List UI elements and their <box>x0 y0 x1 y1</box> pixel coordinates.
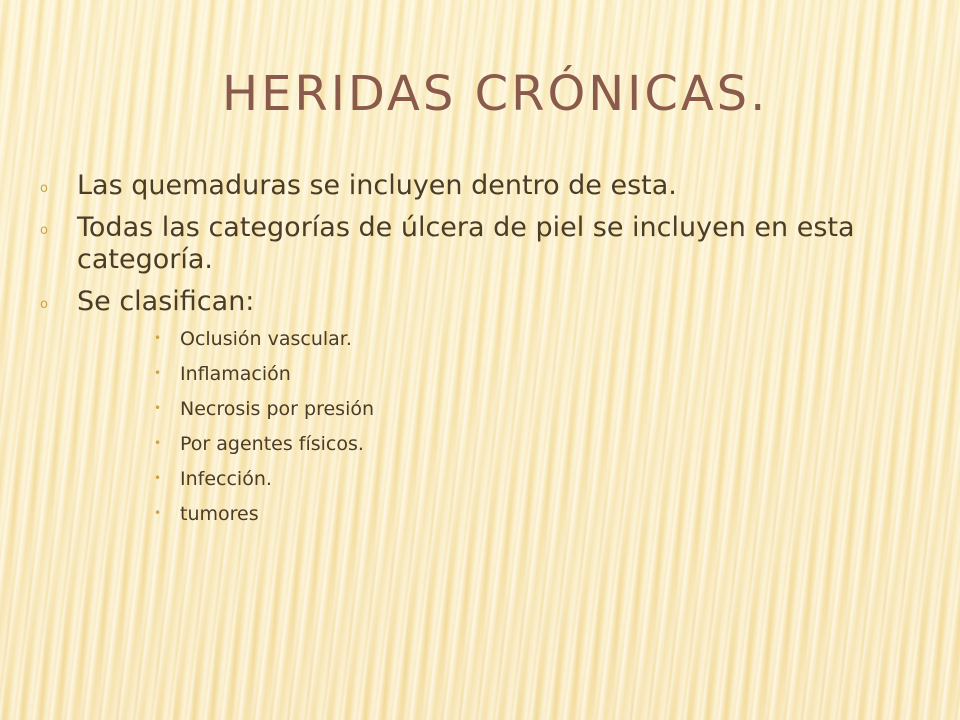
sub-bullet-dot-icon: • <box>154 401 162 415</box>
sub-bullet-dot-icon: • <box>154 331 162 345</box>
bullet-marker-icon: o <box>40 297 48 312</box>
sub-bullet-text: Por agentes físicos. <box>180 433 364 455</box>
bullet-list <box>40 170 920 548</box>
sub-bullet-dot-icon: • <box>154 506 162 520</box>
sub-bullet-item <box>119 328 920 363</box>
sub-bullet-text: Necrosis por presión <box>180 398 375 420</box>
bullet-item <box>40 212 920 276</box>
sub-bullet-dot-icon: • <box>154 436 162 450</box>
bullet-text: Todas las categorías de úlcera de piel se incluyen en esta categoría. <box>77 212 855 275</box>
sub-bullet-item <box>119 503 920 538</box>
sub-bullet-item <box>119 363 920 398</box>
sub-bullet-text: Inflamación <box>180 363 291 385</box>
bullet-text: Las quemaduras se incluyen dentro de esta. <box>77 170 677 201</box>
bullet-text: Se clasifican: <box>77 286 255 317</box>
bullet-item <box>40 286 920 538</box>
bullet-marker-icon: o <box>40 223 48 238</box>
sub-bullet-item <box>119 468 920 503</box>
slide-title: HERIDAS CRÓNICAS. <box>222 66 769 122</box>
sub-bullet-text: Infección. <box>180 468 272 490</box>
sub-bullet-dot-icon: • <box>154 471 162 485</box>
bullet-item <box>40 170 920 202</box>
sub-bullet-item <box>119 433 920 468</box>
sub-bullet-list <box>77 328 920 538</box>
sub-bullet-item <box>119 398 920 433</box>
sub-bullet-text: tumores <box>180 503 259 525</box>
sub-bullet-dot-icon: • <box>154 366 162 380</box>
bullet-marker-icon: o <box>40 181 48 196</box>
sub-bullet-text: Oclusión vascular. <box>180 328 352 350</box>
